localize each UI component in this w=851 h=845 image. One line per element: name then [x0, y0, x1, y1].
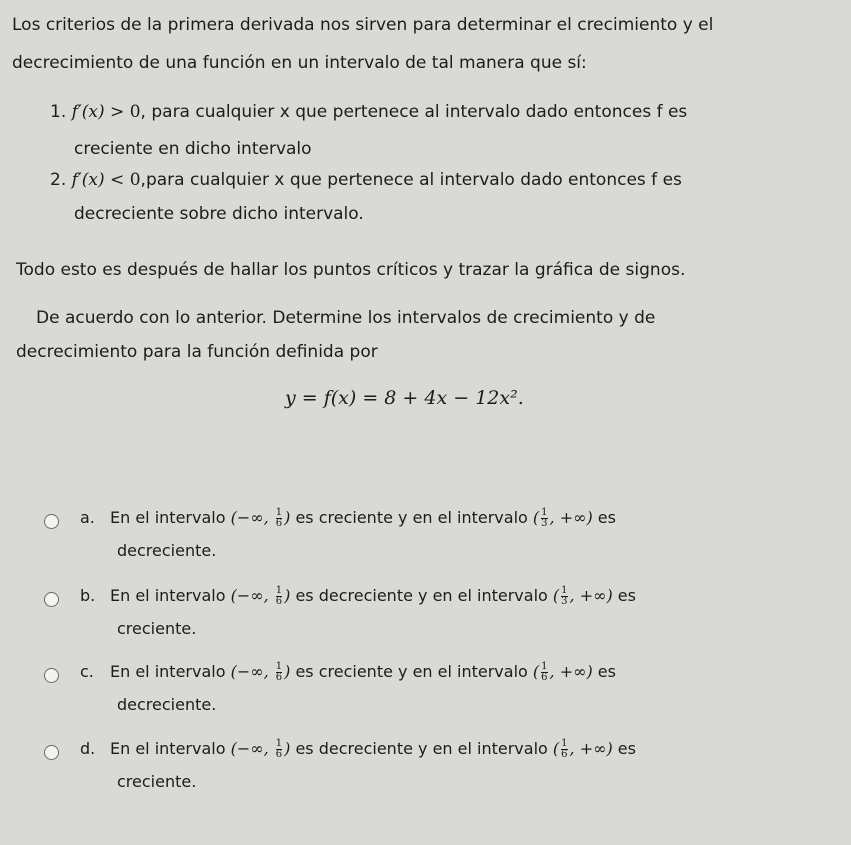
interval-1-left: (−∞,	[230, 586, 274, 605]
interval-1-left: (−∞,	[230, 739, 274, 758]
option-pre: En el intervalo	[110, 662, 231, 681]
option-d-line-2: creciente.	[117, 772, 197, 791]
option-letter: d.	[80, 739, 96, 758]
interval-1-left: (−∞,	[230, 662, 274, 681]
option-b-radio[interactable]	[44, 592, 59, 607]
interval-2-right: , +∞)	[569, 739, 613, 758]
interval-1-right: )	[284, 508, 291, 527]
criterion-condition-op: >	[104, 102, 130, 122]
interval-2-left: (	[532, 662, 540, 681]
option-post: es	[612, 739, 636, 758]
criterion-1-continuation: creciente en dicho intervalo	[74, 139, 312, 159]
option-pre: En el intervalo	[110, 508, 231, 527]
interval-2-right: , +∞)	[569, 586, 613, 605]
interval-1-fraction: $\frac{1}{6}$	[275, 585, 283, 607]
option-post: es	[612, 586, 636, 605]
option-a-radio[interactable]	[44, 514, 59, 529]
criterion-text: , para cualquier x que pertenece al intervalo dado entonces f es	[140, 102, 688, 122]
interval-1-left: (−∞,	[230, 508, 274, 527]
function-formula: y = f(x) = 8 + 4x − 12x².	[285, 387, 524, 409]
option-d-text[interactable]	[80, 736, 636, 762]
interval-2-fraction: $\frac{1}{3}$	[561, 585, 568, 607]
option-b-line-2: creciente.	[117, 619, 197, 638]
interval-2-fraction: $\frac{1}{6}$	[561, 738, 568, 760]
interval-1-fraction: $\frac{1}{6}$	[275, 738, 283, 760]
interval-1-fraction: $\frac{1}{6}$	[275, 661, 283, 683]
option-c-radio[interactable]	[44, 668, 59, 683]
option-b-text[interactable]	[80, 583, 636, 609]
interval-1-right: )	[284, 662, 291, 681]
interval-2-right: , +∞)	[549, 508, 593, 527]
option-mid: es creciente y en el intervalo	[290, 662, 533, 681]
intro-line-2: decrecimiento de una función en un intervalo de tal manera que sí:	[12, 53, 587, 73]
option-pre: En el intervalo	[110, 586, 231, 605]
option-c-line-2: decreciente.	[117, 695, 217, 714]
option-a-line-2: decreciente.	[117, 541, 217, 560]
interval-2-fraction: $\frac{1}{6}$	[541, 661, 548, 683]
criterion-condition-rhs: 0	[129, 102, 141, 122]
option-letter: b.	[80, 586, 96, 605]
interval-1-right: )	[284, 739, 291, 758]
criterion-condition-lhs: f′(x)	[71, 170, 105, 190]
interval-2-right: , +∞)	[549, 662, 593, 681]
note-text: Todo esto es después de hallar los puntos críticos y trazar la gráfica de signos.	[16, 260, 686, 280]
option-d-radio[interactable]	[44, 745, 59, 760]
question-line-2: decrecimiento para la función definida por	[16, 342, 378, 362]
option-post: es	[592, 508, 616, 527]
option-letter: c.	[80, 662, 94, 681]
interval-1-right: )	[284, 586, 291, 605]
criterion-condition-op: <	[104, 170, 130, 190]
criterion-text: ,para cualquier x que pertenece al intervalo dado entonces f es	[140, 170, 682, 190]
option-c-text[interactable]	[80, 659, 616, 685]
option-post: es	[592, 662, 616, 681]
intro-line-1: Los criterios de la primera derivada nos sirven para determinar el crecimiento y el	[12, 15, 714, 35]
criterion-2	[50, 167, 682, 193]
criterion-1	[50, 99, 687, 125]
option-mid: es creciente y en el intervalo	[290, 508, 533, 527]
question-line-1: De acuerdo con lo anterior. Determine los intervalos de crecimiento y de	[36, 308, 656, 328]
interval-2-left: (	[532, 508, 540, 527]
criterion-condition-rhs: 0	[129, 170, 141, 190]
criterion-2-continuation: decreciente sobre dicho intervalo.	[74, 204, 364, 224]
criterion-number: 2.	[50, 170, 67, 190]
interval-1-fraction: $\frac{1}{6}$	[275, 507, 283, 529]
criterion-condition-lhs: f′(x)	[71, 102, 105, 122]
option-letter: a.	[80, 508, 95, 527]
criterion-number: 1.	[50, 102, 67, 122]
interval-2-fraction: $\frac{1}{3}$	[541, 507, 548, 529]
interval-2-left: (	[552, 586, 560, 605]
option-mid: es decreciente y en el intervalo	[290, 586, 553, 605]
option-pre: En el intervalo	[110, 739, 231, 758]
interval-2-left: (	[552, 739, 560, 758]
option-mid: es decreciente y en el intervalo	[290, 739, 553, 758]
option-a-text[interactable]	[80, 505, 616, 531]
